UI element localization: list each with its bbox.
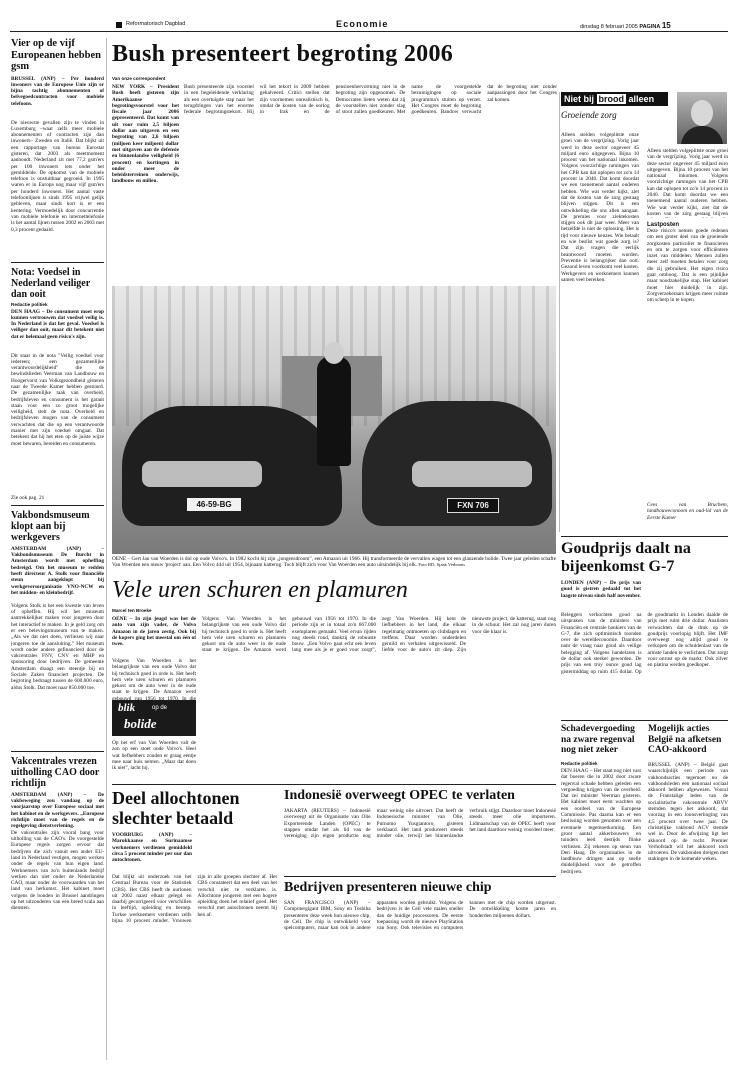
paper-name: Reformatorisch Dagblad [126,21,186,27]
story3-body: Volgens Stolk is het een kwestie van leven of opheffen. Hij wil het museum aantrekkelijker maken voor jongeren door het interactief te maken. In je geld zorg om er een belevingsmuseum van te maken. „Als we dat niet doen, verliezen wij naar jongeren toe de aansluiting.” Het museum wordt onder andere gefinancierd door de vakcentrales FNV, CNV en MHP en sponsoring door bedrijven. De gemeente Amsterdam draagt een steentje bij en Sociale Zaken financiert projecten. De begroting bedraagt tussen de 600.000 euro, aldus Stolk. Dat moet naar 850.000 toe. [11,602,104,691]
page-number: 15 [661,21,671,30]
main-headline: Bush presenteert begroting 2006 [112,41,454,67]
chip-headline: Bedrijven presenteren nieuwe chip [284,880,492,895]
sidebar-separator [559,92,560,532]
divider [284,876,556,877]
left-column [11,38,104,1063]
divider [561,536,728,537]
story3-lede: AMSTERDAM (ANP) – Vakbondsmuseum De Burcht in Amsterdam wordt met opheffing bedreigd. Om het museum te redden heeft directeur A. Stolk voor financiële steun aangeklopt bij werkgeversorganisatie VNO-NCW en het midden- en kleinbedrijf. [11,545,104,596]
cao-headline: Mogelijk acties België na afketsen CAO-akkoord [648,724,722,755]
lastposten-body: Deze risico's nemen goede redenen om een groter deel van de groeiende zorgkosten particulier te financieren en om te zorgen voor efficiëntere inzet van middelen. Mensen zullen meer zelf moeten betalen voor zorg die zij gebruiken. Het eigen risico gaat omhoog. Dat is een pijnlijke maar noodzakelijke stap. Het kabinet moet hier duidelijk in zijn. Zorgverzekeraars krijgen meer ruimte om scherp in te kopen. [647,228,728,304]
label-pre: Niet bij [564,94,595,104]
divider [11,505,104,506]
story2-headline: Nota: Voedsel in Nederland veiliger dan ooit [11,266,90,300]
feature-badge [112,700,196,736]
goud-headline: Goudprijs daalt na bijeenkomst G-7 [561,540,691,575]
car-left-grille [142,461,262,487]
feature-footer: Op het erf van Van Woerden valt de zon op een stoet oude Volvo's. Heel wat liefhebbers zouden er graag eentje mee naar huis nemen. „Maar dat doen ik niet”, lacht hij. [112,740,196,772]
badge-word-3: bolide [124,716,157,731]
allochtonen-lede: VOORBURG (ANP) – Marokkaanse en Surinaamse werknemers verdienen gemiddeld circa 5 procent minder per uur dan autochtonen. [112,832,192,864]
portrait-shoulders [681,126,723,144]
caption-text: OENE – Gert Jan van Woerden is dol op oude Volvo's. In 1982 kocht hij zijn „jongensdroom”, een Amazon uit 1966. Hij transformeerde de vervallen wagen tot een glanzende bolide. Twee jaar geleden schafte Van Woerden een nieuw 'project' aan. Een Volvo 444 uit 1954, bijnaam katterug. Toch blijft zich voor Van Woerden een auto uitsindelijk bij elk. [112,556,556,569]
badge-word-1: blik [118,702,136,714]
page-label: PAGINA [639,24,661,30]
lastposten-head: Lastposten [647,222,680,228]
allochtonen-headline: Deel allochtonen slechter betaald [112,788,240,828]
main-body: Bush presenteerde zijn voorstel in een begeleidende verklaring als een overtuigde stap naar het terugdringen van het enorme federale begrotingstekort. Hij wil het tekort in 2009 hebben gehalveerd. Critici stellen dat zijn voornemen onrealistisch is, omdat de kosten van de oorlog in Irak en de pensioenhervorming niet in de begroting zijn opgenomen. De Democraten lieten weten dat zij de voorstellen niet zonder slag of stoot zullen goedkeuren. Met name de voorgestelde bezuinigingen op sociale programma's stuiten op verzet. Het Congres moet de begroting goedkeuren. Bandow verwacht dat de begroting niet zonder aanpassingen door het Congres zal komen. [184,84,557,116]
divider [112,784,556,785]
schade-body: DEN HAAG – Het staat nog niet vast dat boeren die in 2002 door zware regenval schade hebben geleden een vergoeding krijgen van de overheid. Dat zei minister Veerman gisteren. Het kabinet moet eerst wachten op een oordeel van de Europese Commissie. Pas daarna kan er een beslissing worden genomen over een eventuele tegemoetkoming. Een groot aantal akkerbouwers en tuinders leed destijds flinke verliezen. Zij rekenen op steun van Den Haag. De organisaties in de landbouw dringen aan op snelle duidelijkheid voor de getroffen bedrijven. [561,768,641,875]
person [317,356,351,466]
cao-body: BRUSSEL (ANP) – België gaat waarschijnlijk een periode van vakbondsacties tegemoet nu de vakbondsleden een nationaal sociaal akkoord hebben afgewezen. Vooral de Franstalige leden van de socialistische vakcentrale ABVV stemden tegen het akkoord, dat voorzag in een loonsverhoging van 4,5 procent over twee jaar. De christelijke vakbond ACV stemde wel in. Door de afwijzing ligt het akkoord op de tocht. Premier Verhofstadt wil het akkoord toch uitvoeren. De vakbonden dreigen met stakingen in de komende weken. [648,762,728,863]
divider [11,262,104,263]
person-head [324,342,344,364]
feature-body: Volgens Van Woerden is het belangrijkste van een oude Volvo dat hij technisch goed in orde is. Het heeft hem vele uren schuren en plamuren gekost om de auto weer in de oude staat te krijgen. De Amazon werd gebouwd van 1956 tot 1970. In die periode zijn er in totaal zo'n 667.000 exemplaren gemaakt. Veel ervan rijden nog steeds rond, dankzij de robuuste bouw. „Een Volvo gaat echt een leven lang mee als je er goed voor zorgt”, zegt Van Woerden. Hij kent de liefhebbers in het land, die elkaar regelmatig ontmoeten op clubdagen en treffens. Daar worden onderdelen geruild en verhalen uitgewisseld. De liefde voor de auto's zit diep. Zijn nieuwste project, de katterug, staat nog in de schuur. Het zal nog jaren duren voor die klaar is. [202,616,556,654]
date-line [580,21,671,30]
story2-see-also: Zie ook pag. 21 [11,494,45,501]
sidebar-body: Alleen stelden volgeplitste onze groei van de vergrijzing. Vorig jaar werd in deze sector ongeveer 45 miljard euro uitgegeven. Bijna 10 procent van het nationaal inkomen. Volgens voorzichtige ramingen van het CPB kan dat oplopen tot zo'n 14 procent in 2040. Dat komt doordat we een toenemend aantal ouderen hebben. Wie wat verder kijkt, ziet dat de kosten van de zorg gestaag blijven stijgen. Dit is een ontwikkeling die ons allen aangaat. De premies voor ziektekosten stijgen ook dit jaar weer. Meer van hetzelfde is niet de oplossing. Het is tijd voor nieuwe keuzes. Wie betaalt en wie beslist wat goede zorg is? Dat zijn vragen die eerlijk beantwoord moeten worden. Preventie is belangrijker dan ooit. Gezond leven voorkomt veel kosten. Werkgevers en werknemers kunnen samen veel bereiken. [561,132,639,283]
badge-word-2: op de [152,705,168,711]
section-title: Economie [336,19,389,29]
label-post: alleen [628,94,655,104]
story4-lede: AMSTERDAM (ANP) – De vakbeweging zou vandaag op de voorjaarstop over Europese sociaal met het kabinet en de werkgevers. „Europese richtlijn moet van de regels en de regelgeving dienstverlening. [11,791,104,830]
main-lede: NEW YORK – President Bush heeft gisteren zijn Amerikaanse begrotingsvoorstel voor het fiscale jaar 2006 gepresenteerd. Dat komt van uit voor ruim 2,5 biljoen dollar aan uitgaven en een begroting van 2,6 biljoen (miljoen keer miljoen) dollar met uitgaven aan de defensie en binnenlandse veiligheid (6 procent) en kortingen in onder meer de beleidsterreinen onderwijs, landbouw en milieu. [112,84,179,185]
sidebar-right-col [647,148,728,532]
masthead [0,0,738,30]
plate-right: FXN 706 [447,498,499,513]
schade-byline: Redactie politiek [561,761,598,766]
feature-body-a: Volgens Van Woerden is het belangrijkste van een oude Volvo dat hij technisch goed in orde is. Het heeft hem vele uren schuren en plamuren gekost om de auto weer in de oude staat te krijgen. De Amazon werd gebouwd van 1956 tot 1970. In die [112,658,196,700]
main-byline: Van onze correspondent [112,76,166,81]
feature-lede: OENE – In zijn jeugd was het de auto van zijn vader, de Volvo Amazon in de jaren zestig. Ook bij de kopers ging het meestal om één of twee. [112,616,196,648]
label-word: brood [598,94,625,104]
sidebar-author: Cees van Bruchem, landbouweconoom en oud-lid van de Eerste Kamer [647,502,728,521]
story1-body: De nieuwste gevallen zijn te vinden in Luxemburg –waar zelfs meer mobiele abonnementen of contracten zijn dan inwoners– Zweden en Italië. Dat blijkt uit een rapportage van bureau Eurostat gisteren, dat 2003 als meetmoment aanhoudt. Nederland zit met 77,2 gsm'ers per 100 inwoners iets onder het gemiddelde. De opkomst van de mobiele telefoon is onstuitbaar gegroeid. In 1995 waren er in Europa nog maar vijf gsm'ers per honderd inwoners. Het aantal vaste telefoonlijnen is sinds 1995 vrijwel gelijk gebleven, maar sinds kort is er een kentering. Vermoedelijk door concurrentie van mobiele telefonie en internettelefonie is het aantal lijnen tussen 2002 en 2003 met 0,3 procent gedaald. [11,119,104,233]
story1-lede: BRUSSEL (ANP) – Per honderd inwoners van de Europese Unie zijn er bijna tachtig abonnementen of belvegoedcontracten voor mobiele telefoons. [11,75,104,107]
schade-headline: Schadevergoeding na zware regenval nog niet zeker [561,724,635,755]
story1-headline: Vier op de vijf Europeanen hebben gsm [11,38,101,72]
divider [11,751,104,752]
sidebar-label [561,92,668,106]
opec-body: JAKARTA (REUTERS) – Indonesië overweegt uit de Organisatie van Olie Exporterende Landen (OPEC) te stappen omdat het als lid van de vereniging zijn eigen productie nog maar weinig olie uitvoert. Dat heeft de Indonesische minister van Olie, Purnomo Yusgiantoro, gisteren verklaard. Het land produceert steeds minder olie, terwijl het binnenlandse verbruik stijgt. Daardoor moet Indonesië steeds meer olie importeren. Lidmaatschap van de OPEC heeft voor het land daardoor weinig voordeel meer. [284,808,556,840]
date: dinsdag 8 februari 2005 [580,24,638,30]
sidebar-continuation: Alleen stelden volgeplitste onze groei van de vergrijzing. Vorig jaar werd in deze sector ongeveer 45 miljard euro uitgegeven. Bijna 10 procent van het nationaal inkomen. Volgens voorzichtige ramingen van het CPB kan dat oplopen tot zo'n 14 procent in 2040. Dat komt doordat we een toenemend aantal ouderen hebben. Wie wat verder kijkt, ziet dat de kosten van de zorg gestaag blijven [647,148,728,217]
feature-headline: Vele uren schuren en plamuren [112,577,408,603]
opec-headline: Indonesië overweegt OPEC te verlaten [284,788,515,803]
photo-credit: Foto RD, Sjaak Verboom [418,562,465,568]
story4-headline: Vakcentrales vrezen uitholling CAO door richtlijn [11,755,100,789]
goud-body: Beleggers verkochten goud na uitspraken van de ministers van Financiën en centrale bankiers van de G-7, die zich optimistisch toonden over de wereldeconomie. Daardoor nam de vraag naar goud als veilige belegging af. Volgens handelaren is de dollar ook sterker geworden. De prijs van een troy ounce goud lag gistermiddag op ruim 415 dollar. Op de goudmarkt in Londen daalde de prijs met ruim drie dollar. Analisten verwachten dat de druk op de goudprijs voorlopig blijft. Het IMF overweegt nog altijd goud te verkopen om de schuldenlast van de armste landen te verlichten. Dat zorgt voor onrust op de markt. Ook zilver en platina werden goedkoper. [561,612,728,675]
allochtonen-body: Dat blijkt uit onderzoek van het Centraal Bureau voor de Statistiek (CBS). Het CBS heeft de uurlonen uit 2002 naast elkaar gelegd en daarbij gecorrigeerd voor verschillen in leeftijd, opleiding en beroep. Turkse werknemers verdienen zelfs bijna 10 procent minder. Vrouwen zijn in alle groepen slechter af. Het CBS constateert dat een deel van het verschil niet te verklaren is. Allochtone jongeren met een hogere opleiding doen het relatief goed. Het verschil met autochtonen neemt bij hen af. [112,874,277,925]
chip-body: SAN FRANCISCO (ANP) – Computergigant IBM, Sony en Toshiba presenteren deze week hun nieuwe chip, de Cell. De chip is ontwikkeld voor spelcomputers, maar kan ook in andere apparaten worden gebruikt. Volgens de bedrijven is de Cell vele malen sneller dan de huidige processoren. De eerste toepassing wordt de nieuwe PlayStation van Sony. Ook televisies en computers kunnen met de chip worden uitgerust. De ontwikkeling kostte jaren en honderden miljoenen dollars. [284,900,556,932]
story2-lede: DEN HAAG – De consument moet erop kunnen vertrouwen dat voedsel veilig is. In Nederland is dat het geval. Voedsel is veiliger dan ooit, maar dit betekent niet dat er helemaal geen risico's zijn. [11,308,104,340]
divider [561,720,728,721]
sidebar [561,92,728,532]
author-portrait [677,92,727,144]
feature-byline: Marcel ten Broeke [112,608,152,613]
plate-left: 46-59-BG [187,498,241,511]
masthead-rule [10,31,728,32]
sidebar-title: Groeiende zorg [561,110,617,120]
cars-photo [112,286,556,554]
header-square-icon [116,22,122,28]
story2-body: Dit staat in de nota "Veilig voedsel voor iedereen; een gezamenlijke verantwoordelijkheid" die de bewindslieden Veerman van Landbouw en Hoogervorst van Volksgezondheid gisteren naar de Tweede Kamer hebben gestuurd. De gezamenlijke taak van overheid, bedrijfsleven en consument is het garant staan voor een zo groot mogelijke veiligheid, stelt de nota. Overheid en bedrijfsleven mogen van de consument verwachten dat die op een verantwoorde manier met zijn voedsel omgaat. Dat betekent dat hij het eten op de juiste wijze moet bewaren, bereiden en consumeren. [11,352,104,447]
goud-lede: LONDEN (ANP) – De prijs van goud is gistren gedaald tot het laagste niveau sinds half november. [561,580,641,599]
story2-byline: Redactie politiek [11,301,48,307]
car-right-grille [412,461,532,487]
story4-body: De vakcentrales zijn vooral bang voor uitholling van de CAO's. De voorgestelde Europese regels zorgen ervoor dat bedrijven die zich vanuit een ander EU-land in Nederland vestigen, mogen werken onder de regels van hun eigen land. Werknemers van zo'n buitenlands bedrijf werken dan niet onder de Nederlandse CAO, maar onder de voorwaarden van het land van herkomst. Het kabinet moet volgens de bonden in Brussel aandringen op het uitzonderen van een breed scala aan diensten. [11,829,104,912]
column-separator [106,38,107,1060]
portrait-head [691,100,713,126]
story3-headline: Vakbondsmuseum klopt aan bij werkgevers [11,509,90,543]
photo-caption [112,556,556,575]
